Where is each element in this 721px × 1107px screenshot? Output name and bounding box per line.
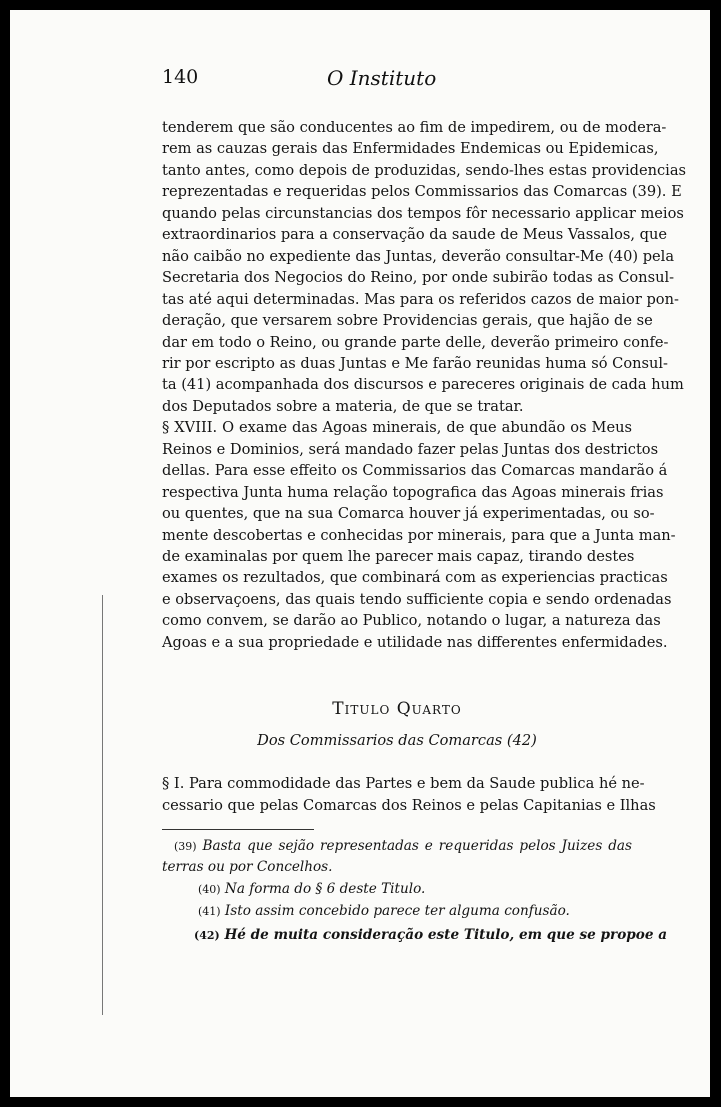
body-line: reprezentadas e requeridas pelos Commissarios das Comarcas (39). E (162, 183, 682, 201)
section-line: § I. Para commodidade das Partes e bem da Saude publica hé ne- (162, 775, 645, 792)
body-line: tanto antes, como depois de produzidas, sendo-lhes estas providencias (162, 161, 687, 179)
body-line: tas até aqui determinadas. Mas para os referidos cazos de maior pon- (162, 290, 679, 308)
footnote-41-text: Isto assim concebido parece ter alguma confusão. (224, 903, 570, 919)
footnote-42-mark: (42) (194, 929, 220, 942)
body-line: ou quentes, que na sua Comarca houver já experimentadas, ou so- (162, 505, 655, 523)
section-title: Titulo Quarto (332, 699, 462, 719)
footnote-39-line2: terras ou por Concelhos. (162, 859, 333, 875)
body-line: respectiva Junta huma relação topografica das Agoas minerais frias (162, 483, 664, 501)
section-subtitle: Dos Commissarios das Comarcas (42) (257, 732, 537, 749)
body-line: rir por escripto as duas Juntas e Me farão reunidas huma só Consul- (162, 354, 668, 372)
body-line: extraordinarios para a conservação da saude de Meus Vassalos, que (162, 226, 668, 244)
footnote-40-mark: (40) (198, 883, 221, 896)
body-line: § XVIII. O exame das Agoas minerais, de que abundão os Meus (162, 419, 632, 437)
footnote-42 (194, 925, 668, 946)
body-line: tenderem que são conducentes ao fim de impedirem, ou de modera- (162, 119, 667, 136)
body-line: quando pelas circunstancias dos tempos fôr necessario applicar meios (162, 204, 684, 222)
body-line: de examinalas por quem lhe parecer mais capaz, tirando destes (162, 548, 635, 565)
page-number: 140 (162, 66, 199, 88)
margin-rule (102, 595, 103, 1015)
footnote-41 (198, 901, 668, 922)
footnote-39-line1: Basta que sejão representadas e requeridas pelos Juizes das (202, 838, 632, 854)
running-header (162, 66, 632, 94)
footnote-40-text: Na forma do § 6 deste Titulo. (224, 881, 426, 897)
footnote-42-text: Hé de muita consideração este Titulo, em que se propoe a (224, 927, 668, 943)
body-line: dellas. Para esse effeito os Commissarios das Comarcas mandarão á (162, 462, 668, 480)
body-line: Agoas e a sua propriedade e utilidade nas differentes enfermidades. (162, 633, 668, 651)
body-line: dos Deputados sobre a materia, de que se tratar. (162, 397, 524, 415)
body-line: rem as cauzas gerais das Enfermidades Endemicas ou Epidemicas, (162, 140, 659, 158)
footnote-39 (162, 836, 632, 857)
body-line: como convem, se darão ao Publico, notando o lugar, a natureza das (162, 612, 661, 630)
body-line: Secretaria dos Negocios do Reino, por onde subirão todas as Consul- (162, 269, 675, 287)
body-line: mente descobertas e conhecidas por minerais, para que a Junta man- (162, 526, 676, 544)
body-line: deração, que versarem sobre Providencias gerais, que hajão de se (162, 312, 653, 330)
footnote-41-mark: (41) (198, 905, 221, 918)
body-line: ta (41) acompanhada dos discursos e pareceres originais de cada hum (162, 376, 684, 394)
body-line: não caibão no expediente das Juntas, deverão consultar-Me (40) pela (162, 247, 675, 265)
footnote-40 (198, 879, 668, 900)
body-line: e observaçoens, das quais tendo sufficiente copia e sendo ordenadas (162, 590, 672, 608)
footnote-rule (162, 829, 314, 830)
body-line: exames os rezultados, que combinará com as experiencias practicas (162, 569, 668, 587)
footnote-39-mark: (39) (174, 840, 197, 853)
running-title: O Instituto (327, 66, 437, 90)
body-line: Reinos e Dominios, será mandado fazer pelas Juntas dos destrictos (162, 440, 659, 458)
body-line: dar em todo o Reino, ou grande parte delle, deverão primeiro confe- (162, 333, 669, 351)
section-line: cessario que pelas Comarcas dos Reinos e pelas Capitanias e Ilhas (162, 797, 656, 814)
